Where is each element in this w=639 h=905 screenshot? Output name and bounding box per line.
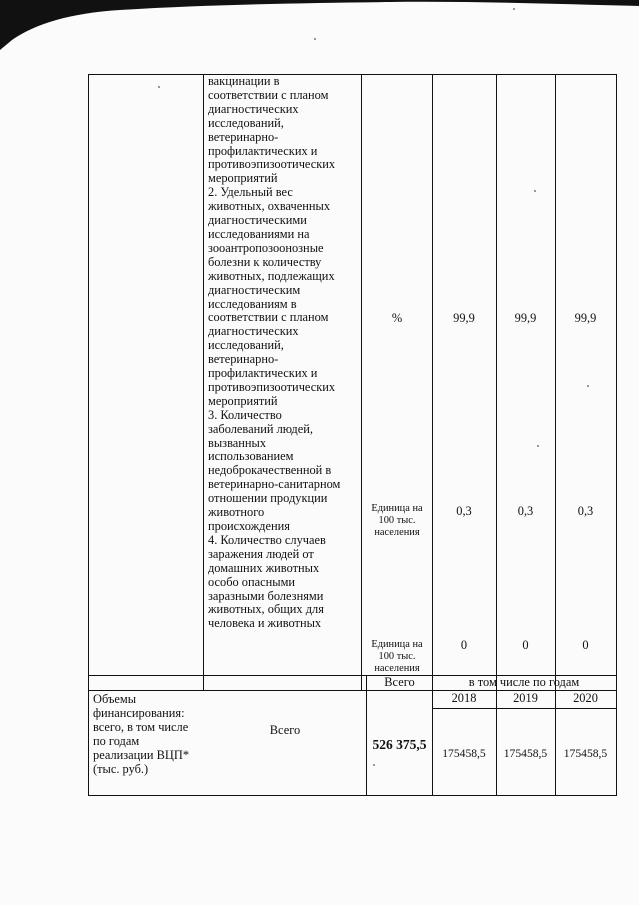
row1-value-2019: 99,9 — [514, 311, 537, 325]
finance-label: Объемы финансирования: всего, в том числе по годам реализации ВЦП* (тыс. руб.) — [93, 692, 190, 776]
row3-unit: Единица на 100 тыс. населения — [371, 639, 423, 674]
row3-value-2020: 0 — [582, 638, 589, 652]
row2-unit: Единица на 100 тыс. населения — [371, 503, 423, 538]
year-2019: 2019 — [513, 691, 538, 705]
row1-value-2020: 99,9 — [574, 311, 597, 325]
row2-value-2018: 0,3 — [456, 504, 472, 518]
finance-2019: 175458,5 — [503, 747, 548, 760]
table-border-right — [616, 74, 617, 796]
scan-speck — [314, 38, 316, 40]
row3-value-2018: 0 — [460, 638, 468, 652]
finance-total: 526 375,5 — [372, 737, 427, 752]
row3-value-2019: 0 — [522, 638, 529, 652]
scan-speck — [158, 86, 160, 88]
years-header-line — [432, 708, 617, 709]
finance-2018: 175458,5 — [442, 747, 486, 760]
year-2020: 2020 — [573, 691, 598, 705]
finance-header-by-years: в том числе по годам — [468, 675, 580, 689]
row1-value-2018: 99,9 — [453, 311, 475, 325]
year-2018: 2018 — [451, 691, 477, 705]
finance-2020: 175458,5 — [563, 747, 608, 760]
row1-unit: % — [391, 311, 403, 325]
finance-header-total: Всего — [384, 675, 415, 689]
scan-speck — [513, 8, 515, 10]
scan-speck — [534, 190, 536, 192]
table-col-divider-1 — [203, 74, 204, 691]
table-border-left — [88, 74, 89, 796]
row2-value-2019: 0,3 — [517, 504, 534, 518]
table-border-bottom — [88, 795, 617, 796]
table-col-divider-2 — [361, 74, 362, 691]
scan-speck — [587, 385, 589, 387]
scan-speck — [537, 445, 539, 447]
finance-source: Всего — [269, 723, 301, 737]
indicators-text: вакцинации в соответствии с планом диагностических исследований, ветеринарно- профилактических и противоэпизоотических мероприятий 2. Удельный вес животных, охваченных диагностическими исследованиями на зооантропозоонозные болезни к количеству животных, подлежащих диагностическим исследованиям в соответствии с планом диагностических исследований, ветеринарно- профилактических и противоэпизоотических мероприятий 3. Количество заболеваний людей, вызванных использованием недоброкачественной в ветеринарно-санитарном отношении продукции животного происхождения 4. Количество случаев заражения людей от домашних животных особо опасными заразными болезнями животных, общих для человека и животных — [208, 74, 341, 631]
row2-value-2020: 0,3 — [577, 504, 594, 518]
scan-speck — [373, 764, 375, 766]
finance-col-divider — [366, 675, 367, 796]
scan-edge-shadow — [0, 0, 639, 60]
